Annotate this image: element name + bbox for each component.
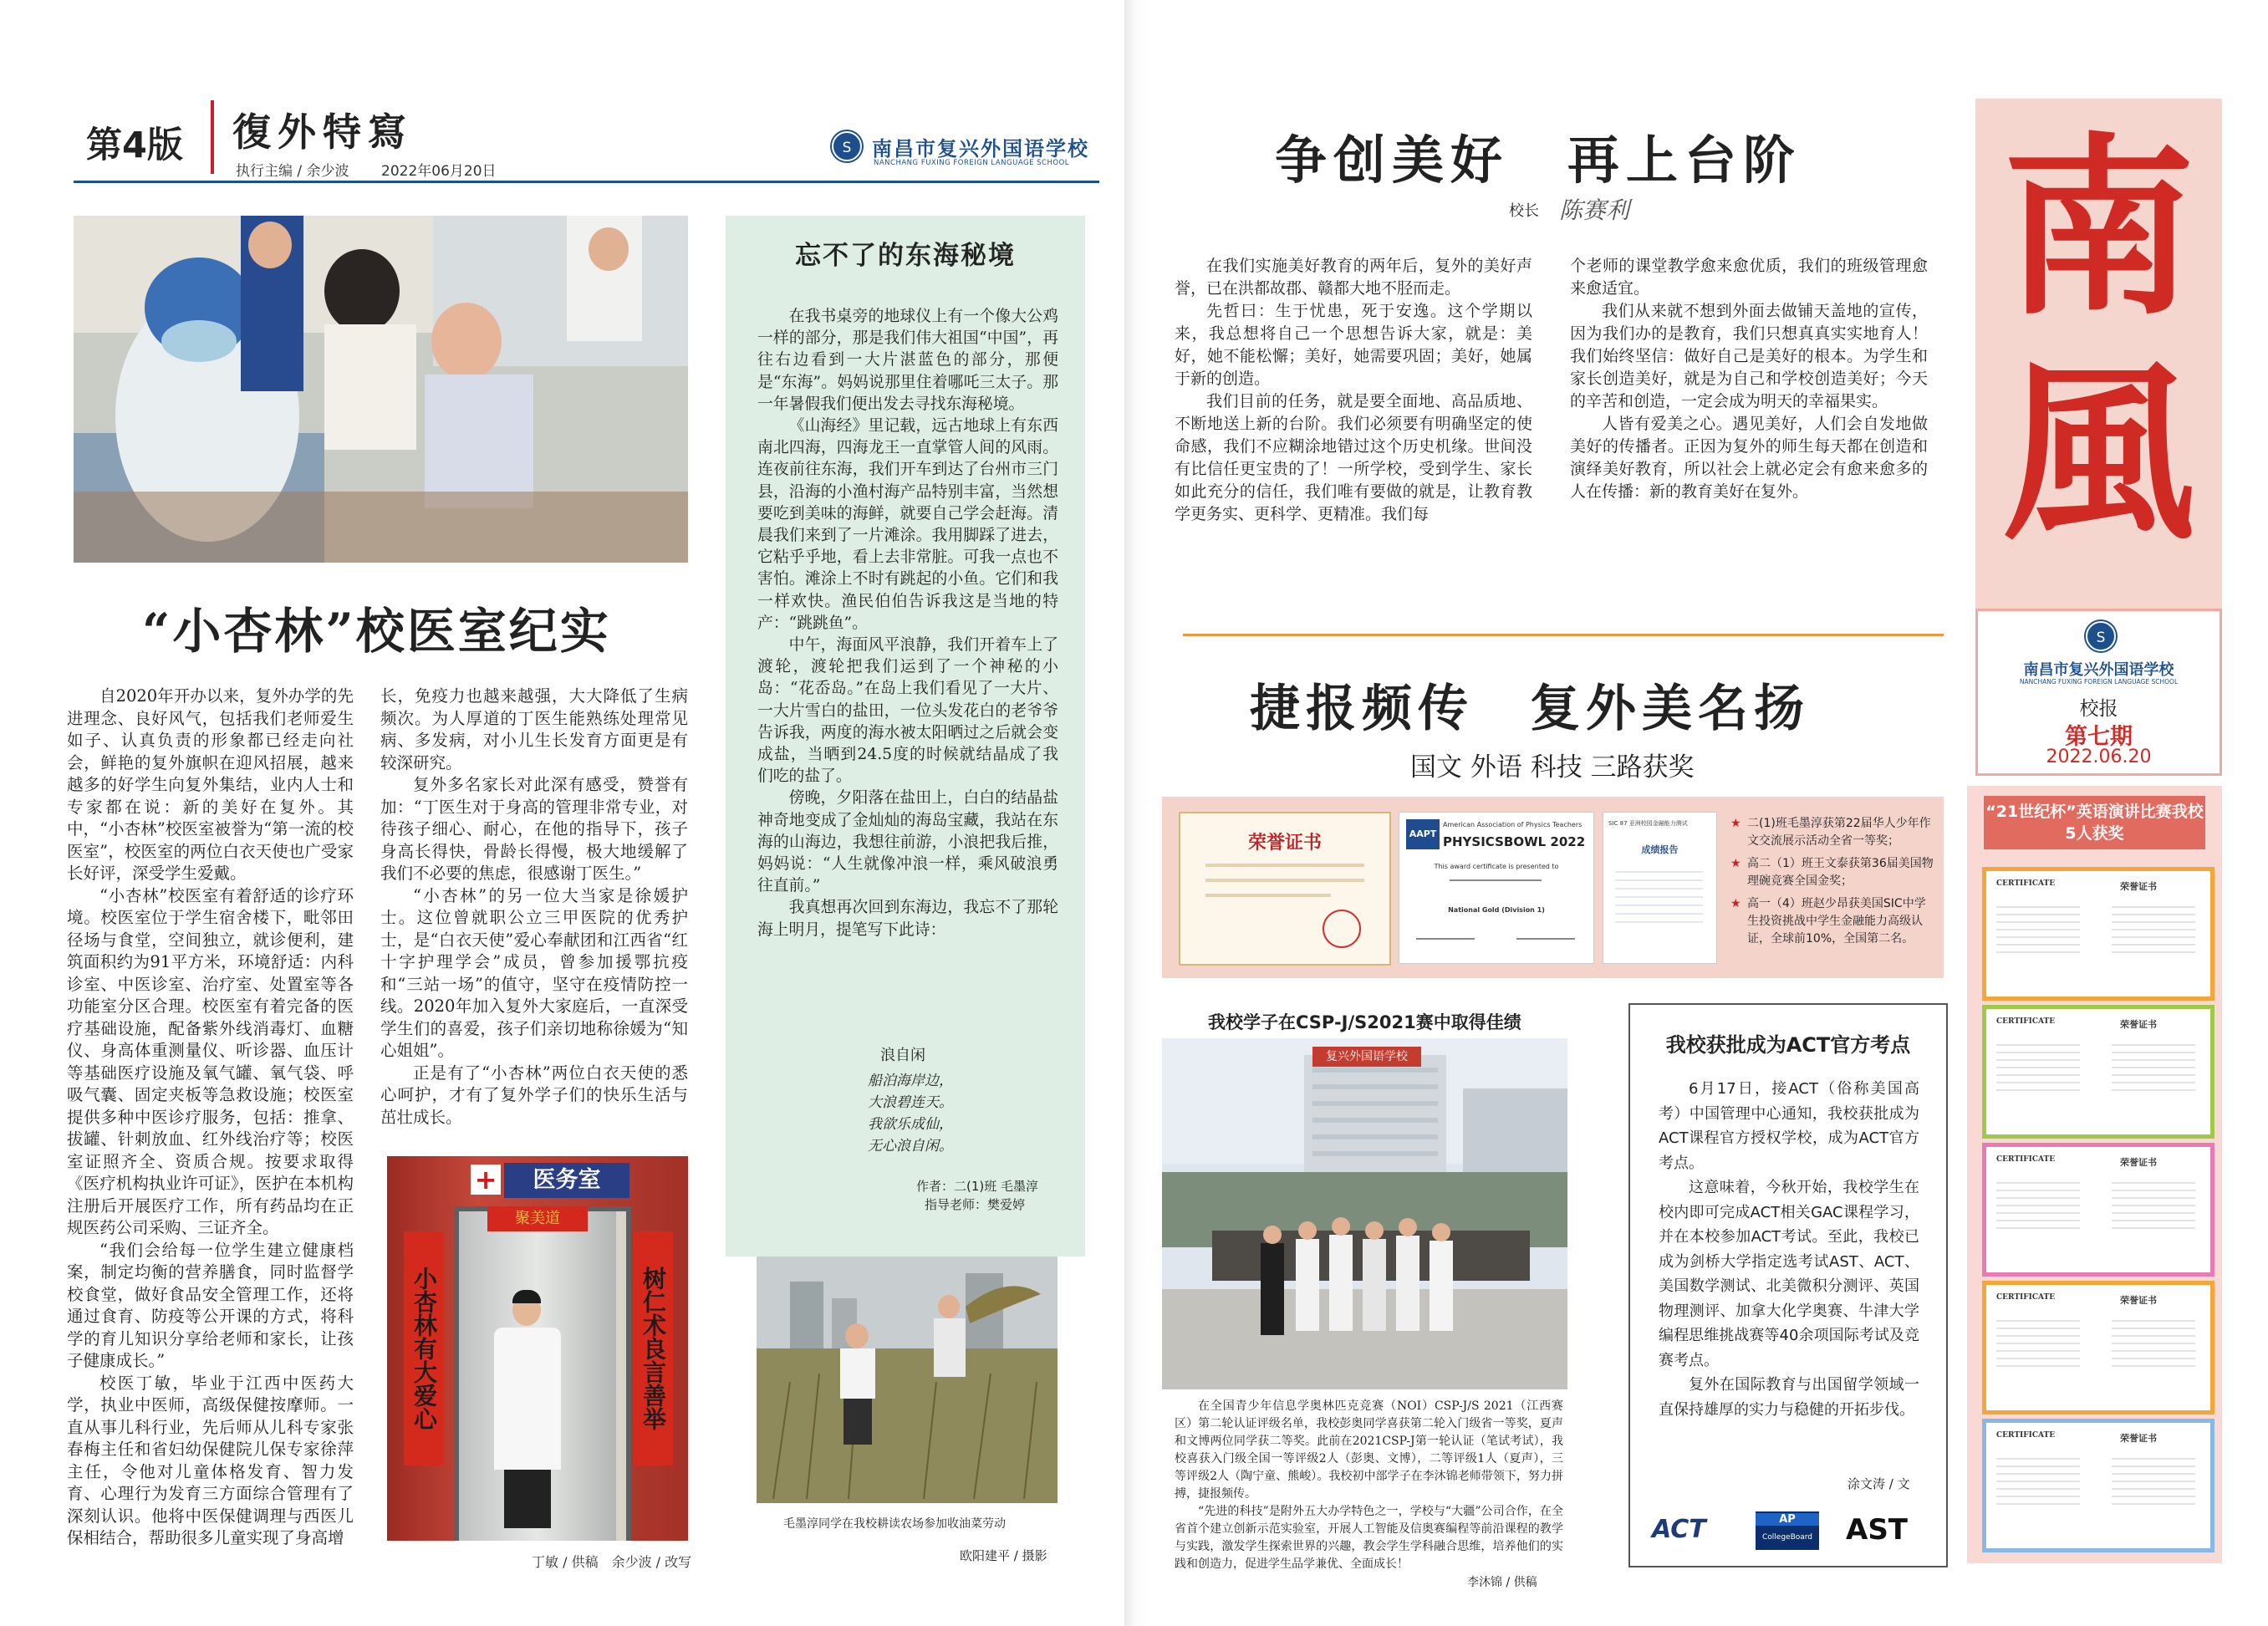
paragraph: 在全国青少年信息学奥林匹克竞赛（NOI）CSP-J/S 2021（江西赛区）第二轮认证评级名单，我校彭奥同学喜获第二轮入门级省一等奖，夏声和文博两位同学获二等奖。此前在2021CSP-J第一轮认证（笔试考试），我校喜获入门级全国一等评级2人（彭奥、文博），二等评级1人（夏声），三等评级2人（陶宁童、熊峻）。我校初中部学子在李沐锦老师带领下，努力拼搏，捷报频传。	[1175, 1399, 1563, 1501]
farm-credit: 欧阳建平 / 摄影	[960, 1548, 1047, 1563]
poem-line: 无心浪自闲。	[868, 1138, 953, 1155]
star-icon: ★	[1730, 817, 1741, 830]
aapt-certificate	[1399, 812, 1594, 964]
aapt-title: PHYSICSBOWL 2022	[1443, 834, 1586, 849]
honor-cert-title: 荣誉证书	[1247, 832, 1322, 854]
principal-col2	[1570, 255, 1928, 623]
principal-col1	[1175, 255, 1532, 623]
act-title: 我校获批成为ACT官方考点	[1665, 1033, 1911, 1057]
paragraph: 复外多名家长对此深有感受，赞誉有加：“丁医生对于身高的管理非常专业，对待孩子细心、耐心，在他的指导下，孩子身高长得快，骨龄长得慢，极大地缓解了我们不必要的焦虑，很感谢丁医生。”	[380, 775, 688, 883]
sic-report	[1603, 812, 1717, 964]
paragraph: “先进的科技”是附外五大办学特色之一，学校与“大疆”公司合作，在全省首个建立创新示范实验室，开展人工智能及信奥赛编程等前沿课程的教学与实践，激发学生探索世界的兴趣，教会学生学科融合思维，培养他们的实践和创造力，促进学生品学兼优、全面成长！	[1175, 1505, 1563, 1571]
act-box	[1628, 1003, 1948, 1567]
poem-line: 船泊海岸边，	[868, 1073, 953, 1089]
honor-certificate	[1179, 812, 1391, 966]
paragraph: 这意味着，今秋开始，我校学生在校内即可完成ACT相关GAC课程学习，并在本校参加ACT考试。至此，我校已成为剑桥大学指定选考试AST、ACT、美国数学测试、北美微积分测评、英国物理测评、加拿大化学奥赛、牛津大学编程思维挑战赛等40余项国际考试及竞赛考点。	[1659, 1179, 1919, 1369]
star-icon: ★	[1730, 857, 1741, 870]
certificate-card: CERTIFICATE 荣誉证书	[1982, 1281, 2214, 1414]
cert-panel-title: “21世纪杯”英语演讲比赛我校5人获奖	[1984, 796, 2205, 849]
clinic-credit: 丁敏 / 供稿 余少波 / 改写	[532, 1554, 692, 1570]
sic-top: SIC 87 亚洲校园金融能力测试	[1608, 820, 1688, 827]
left-page	[0, 0, 1124, 1626]
farm-caption: 毛墨淳同学在我校耕读农场参加收油菜劳动	[783, 1517, 1006, 1531]
csp-group-photo	[1162, 1038, 1567, 1389]
masthead-school: 南昌市复兴外国语学校	[2023, 661, 2174, 679]
act-body	[1659, 1077, 1919, 1422]
paragraph: 傍晚，夕阳落在盐田上，白白的结晶盐神奇地变成了金灿灿的海岛宝藏，我站在东海的山海边，我想往前游，小浪把我后推，妈妈说：“人生就像冲浪一样，乘风破浪勇往直前。”	[757, 789, 1058, 895]
svg-text:S: S	[842, 140, 852, 156]
masthead-school-en: NANCHANG FUXING FOREIGN LANGUAGE SCHOOL	[2019, 678, 2179, 686]
certificate-card: CERTIFICATE 荣誉证书	[1982, 1419, 2214, 1552]
masthead-char-2: 風	[2002, 341, 2195, 567]
principal-headline: 争创美好 再上台阶	[1275, 130, 1802, 191]
page-gutter	[1124, 0, 1149, 1626]
right-page	[1149, 0, 2268, 1626]
main-article-title: “小杏林”校医室纪实	[142, 603, 611, 660]
paragraph: 人皆有爱美之心。遇见美好，人们会自发地做美好的传播者。正因为复外的师生每天都在创造和演绎美好教育，所以社会上就必定会有愈来愈多的人在传播：新的教育美好在复外。	[1570, 415, 1928, 501]
paragraph: 中午，海面风平浪静，我们开着车上了渡轮，渡轮把我们运到了一个神秘的小岛：“花岙岛。”在岛上我们看见了一大片、一大片雪白的盐田，一位头发花白的老爷爷告诉我，两度的海水被太阳晒过之后就会变成盐，当晒到24.5度的时候就结晶成了我们吃的盐了。	[757, 636, 1058, 786]
ap-logo: AP CollegeBoard	[1756, 1511, 1819, 1550]
couplet-left: 小杏林有大爱心	[404, 1231, 444, 1465]
masthead-logo-icon	[2084, 619, 2118, 653]
essay-title: 忘不了的东海秘境	[795, 241, 1016, 271]
seal-icon	[1323, 910, 1361, 948]
school-name: 南昌市复兴外国语学校	[872, 136, 1089, 161]
cert-panel	[1967, 786, 2222, 1563]
paragraph: 正是有了“小杏林”两位白衣天使的悉心呵护，才有了复外学子们的快乐生活与茁壮成长。	[380, 1063, 688, 1127]
clinic-article-col2	[380, 686, 688, 1154]
clinic-sign: 医务室	[504, 1163, 629, 1198]
couplet-right: 树仁术良言善举	[633, 1231, 673, 1465]
csp-credit: 李沐锦 / 供稿	[1467, 1576, 1537, 1589]
masthead-date: 2022.06.20	[2046, 747, 2152, 767]
aapt-bottom: National Gold (Division 1)	[1448, 906, 1545, 914]
paragraph: 《山海经》里记载，远古地球上有东西南北四海，四海龙王一直掌管人间的风雨。连夜前往东海，我们开车到达了台州市三门县，沿海的小渔村海产品特别丰富，当然想要吃到美味的海鲜，就要自己学会赶海。清晨我们来到了一片滩涂。我用脚踩了进去，它粘乎乎地，看上去非常脏。可我一点也不害怕。滩涂上不时有跳起的小鱼。它们和我一样欢快。渔民伯伯告诉我这是当地的特产：“跳跳鱼”。	[757, 417, 1058, 632]
paragraph: 长，免疫力也越来越强，大大降低了生病频次。为人厚道的丁医生能熟练处理常见病、多发病，对小儿生长发育方面更是有较深研究。	[380, 686, 688, 772]
clinic-cross-icon: +	[471, 1165, 501, 1195]
principal-signature: 陈赛利	[1559, 196, 1630, 224]
editor-line: 执行主编 / 余少波	[236, 163, 349, 180]
farm-photo	[757, 1256, 1058, 1503]
section-title: 復外特寫	[232, 110, 413, 155]
school-logo-icon	[830, 130, 864, 163]
header-red-divider	[211, 100, 214, 174]
certificate-card: CERTIFICATE 荣誉证书	[1982, 1005, 2214, 1139]
paragraph: “小杏林”的另一位大当家是徐媛护士。这位曾就职公立三甲医院的优秀护士，是“白衣天使”爱心奉献团和江西省“红十字护理学会”成员，曾参加援鄂抗疫和“三站一场”的值守，坚守在疫情防控一线。2020年加入复外大家庭后，一直深受学生们的喜爱，孩子们亲切地称徐媛为“知心姐姐”。	[380, 885, 688, 1060]
award-item: ★ 二(1)班毛墨淳获第22届华人少年作文交流展示活动全省一等奖；	[1730, 817, 1931, 848]
certificate-card: CERTIFICATE 荣誉证书	[1982, 1143, 2214, 1277]
clinic-photo	[74, 216, 688, 563]
paragraph: 我们目前的任务，就是要全面地、高品质地、不断地送上新的台阶。我们必须要有明确坚定的使命感，我们不应糊涂地错过这个历史机缘。世间没有比信任更宝贵的了！一所学校，受到学生、家长如此充分的信任，我们唯有要做的就是，让教育教学更务实、更科学、更精准。我们每	[1175, 392, 1532, 523]
aapt-line: This award certificate is presented to	[1434, 863, 1559, 870]
act-logo: ACT	[1652, 1515, 1706, 1544]
poem-line: 大浪碧连天。	[868, 1094, 953, 1111]
masthead-char-1: 南	[2002, 115, 2195, 341]
paragraph: 复外在国际教育与出国留学领域一直保持雄厚的实力与稳健的开拓步伐。	[1659, 1376, 1919, 1419]
issue-date: 2022年06月20日	[381, 163, 497, 180]
essay-teacher: 指导老师：樊爱婷	[925, 1197, 1026, 1212]
masthead-info	[1975, 609, 2222, 776]
principal-label: 校长	[1509, 202, 1539, 220]
masthead-issue: 第七期	[2065, 724, 2133, 750]
star-icon: ★	[1730, 897, 1741, 910]
poem-title: 浪自闲	[880, 1047, 925, 1064]
aapt-logo-icon: AAPT	[1406, 819, 1440, 849]
paragraph: 个老师的课堂教学愈来愈优质，我们的班级管理愈来愈适宜。	[1570, 257, 1928, 298]
poem-line: 我欲乐成仙，	[868, 1116, 953, 1133]
award-item: ★ 高一（4）班赵少昂获美国SIC中学生投资挑战中学生金融能力高级认证，全球前10%，全国第二名。	[1730, 897, 1926, 946]
svg-text:S: S	[2096, 630, 2106, 646]
orange-rule	[1183, 634, 1944, 636]
masthead	[1975, 99, 2222, 767]
paragraph: 先哲曰：生于忧患，死于安逸。这个学期以来，我总想将自己一个思想告诉大家，就是：美好，她不能松懈；美好，她需要巩固；美好，她属于新的创造。	[1175, 302, 1532, 388]
paragraph: 6月17日，接ACT（俗称美国高考）中国管理中心通知，我校获批成为ACT课程官方授权学校，成为ACT官方考点。	[1659, 1080, 1919, 1172]
csp-body	[1175, 1398, 1563, 1573]
school-name-en: NANCHANG FUXING FOREIGN LANGUAGE SCHOOL	[874, 159, 1069, 167]
clinic-door-photo	[387, 1156, 688, 1541]
essay-panel	[726, 216, 1085, 1256]
clinic-banner: 聚美道	[487, 1206, 588, 1231]
masthead-label: 校报	[2079, 698, 2118, 720]
news-headline: 捷报频传 复外美名扬	[1250, 680, 1810, 738]
poem	[868, 1070, 953, 1157]
ast-logo: AST	[1846, 1513, 1908, 1547]
award-item: ★ 高二（1）班王文泰获第36届美国物理碗竞赛全国金奖；	[1730, 857, 1934, 888]
csp-title: 我校学子在CSP-J/S2021赛中取得佳绩	[1208, 1012, 1521, 1032]
certificate-card: CERTIFICATE 荣誉证书	[1982, 867, 2214, 1001]
paragraph: 校医丁敏，毕业于江西中医药大学，执业中医师，高级保健按摩师。一直从事儿科行业，先后师从儿科专家张春梅主任和省妇幼保健院儿保专家徐萍主任，令他对儿童体格发育、智力发育、心理行为发育三方面综合管理有了深刻认识。他将中医保健调理与西医儿保相结合，帮助很多儿童实现了身高增	[67, 1373, 354, 1547]
essay-body	[757, 306, 1058, 976]
essay-author: 作者：二(1)班 毛墨淳	[916, 1179, 1039, 1194]
award-list	[1730, 815, 1935, 948]
edition-label: 第4版	[86, 125, 183, 166]
aapt-org: American Association of Physics Teachers	[1443, 821, 1583, 828]
csp-gate-sign: 复兴外国语学校	[1312, 1047, 1421, 1067]
clinic-article-col1	[67, 686, 354, 1576]
paragraph: “小杏林”校医室有着舒适的诊疗环境。校医室位于学生宿舍楼下，毗邻田径场与食堂，空间独立，就诊便利，建筑面积约为91平方米，环境舒适：内科诊室、中医诊室、治疗室、处置室等各功能室分区合理。校医室有着完备的医疗基础设施，配备紫外线消毒灯、血糖仪、身高体重测量仪、听诊器、血压计等基础医疗设施及氧气罐、氧气袋、呼吸气囊、固定夹板等急救设施；校医室提供多种中医诊疗服务，包括：推拿、拔罐、针刺放血、红外线治疗等；校医室证照齐全、资质合规。按要求取得《医疗机构执业许可证》，医护在本机构注册后开展医疗工作，所有药品均在正规医药公司采购、三证齐全。	[67, 885, 354, 1237]
paragraph: 在我们实施美好教育的两年后，复外的美好声誉，已在洪都故郡、赣都大地不胫而走。	[1175, 257, 1532, 298]
act-author: 涂文涛 / 文	[1848, 1476, 1910, 1491]
paragraph: 自2020年开办以来，复外办学的先进理念、良好风气，包括我们老师爱生如子、认真负责的形象都已经走向社会，鲜艳的复外旗帜在迎风招展，越来越多的好学生向复外集结，业内人士和专家都在说：新的美好在复外。其中，“小杏林”校医室被誉为“第一流的校医室”，校医室的两位白衣天使也广受家长好评，深受学生爱戴。	[67, 686, 354, 883]
sic-title: 成绩报告	[1641, 844, 1679, 855]
award-strip	[1162, 797, 1944, 978]
paragraph: 我们从来就不想到外面去做铺天盖地的宣传，因为我们办的是教育，我们只想真真实实地育人！我们始终坚信：做好自己是美好的根本。为学生和家长创造美好，就是为自己和学校创造美好；今天的辛苦和创造，一定会成为明天的幸福果实。	[1570, 302, 1928, 410]
header-rule	[74, 181, 1099, 183]
paragraph: 我真想再次回到东海边，我忘不了那轮海上明月，提笔写下此诗：	[757, 899, 1058, 939]
paragraph: “我们会给每一位学生建立健康档案，制定均衡的营养膳食，同时监督学校食堂，做好食品安全管理工作，还将通过食育、防疫等公开课的方式，将科学的育儿知识分享给老师和家长，让孩子健康成长。”	[67, 1240, 354, 1370]
news-subheadline: 国文 外语 科技 三路获奖	[1410, 752, 1695, 782]
paragraph: 在我书桌旁的地球仪上有一个像大公鸡一样的部分，那是我们伟大祖国“中国”，再往右边看到一大片湛蓝色的部分，那便是“东海”。妈妈说那里住着哪吒三太子。那一年暑假我们便出发去寻找东海秘境。	[757, 308, 1058, 413]
